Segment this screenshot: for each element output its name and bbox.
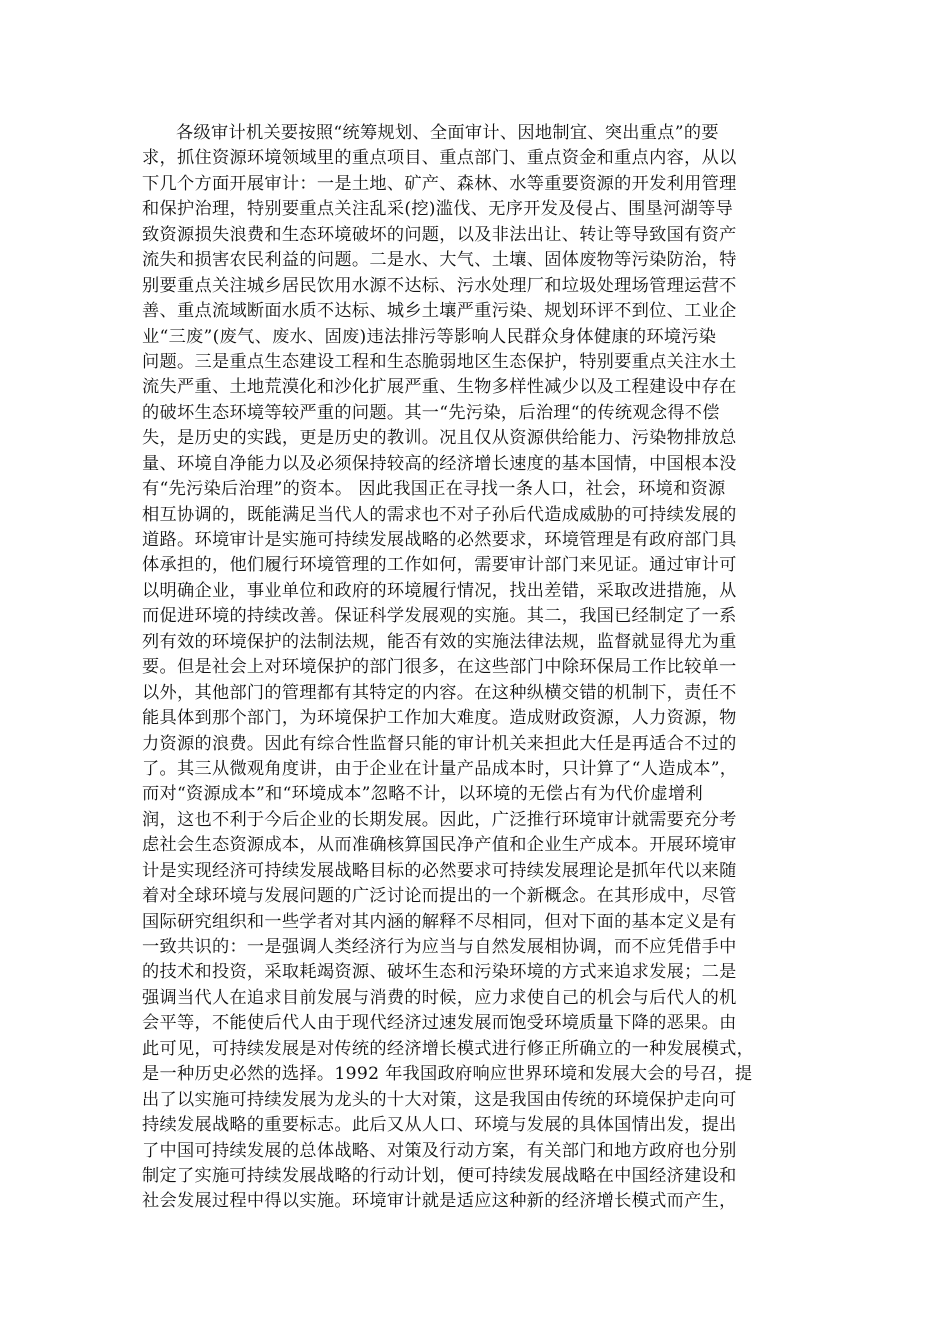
text-line: 强调当代人在追求目前发展与消费的时候，应力求使自己的机会与后代人的机 bbox=[142, 987, 737, 1008]
text-line: 相互协调的，既能满足当代人的需求也不对子孙后代造成威胁的可持续发展的 bbox=[142, 504, 737, 525]
text-line: 一致共识的：一是强调人类经济行为应当与自然发展相协调，而不应凭借手中 bbox=[142, 937, 737, 957]
text-line: 体承担的，他们履行环境管理的工作如何，需要审计部门来见证。通过审计可 bbox=[142, 555, 737, 576]
text-line: 持续发展战略的重要标志。此后又从人口、环境与发展的具体国情出发，提出 bbox=[142, 1115, 737, 1136]
text-line: 是一种历史必然的选择。1992 年我国政府响应世界环境和发展大会的号召，提 bbox=[142, 1064, 753, 1085]
text-line: 社会发展过程中得以实施。环境审计就是适应这种新的经济增长模式而产生， bbox=[142, 1191, 737, 1212]
text-line: 要。但是社会上对环境保护的部门很多，在这些部门中除环保局工作比较单一 bbox=[142, 657, 737, 678]
text-line: 量、环境自净能力以及必须保持较高的经济增长速度的基本国情，中国根本没 bbox=[142, 453, 737, 474]
text-line: 计是实现经济可持续发展战略目标的必然要求可持续发展理论是抓年代以来随 bbox=[142, 860, 737, 881]
text-line: 问题。三是重点生态建设工程和生态脆弱地区生态保护，特别要重点关注水土 bbox=[142, 351, 737, 372]
text-line: 国际研究组织和一些学者对其内涵的解释不尽相同，但对下面的基本定义是有 bbox=[142, 911, 737, 932]
text-line: 着对全球环境与发展问题的广泛讨论而提出的一个新概念。在其形成中，尽管 bbox=[142, 886, 737, 907]
text-line: 业“三废”(废气、废水、固废)违法排污等影响人民群众身体健康的环境污染 bbox=[142, 326, 717, 347]
text-line: 以明确企业，事业单位和政府的环境履行情况，找出差错，采取改进措施，从 bbox=[142, 580, 737, 601]
text-line: 列有效的环境保护的法制法规，能否有效的实施法律法规，监督就显得尤为重 bbox=[142, 631, 737, 652]
text-line: 和保护治理，特别要重点关注乱采(挖)滥伐、无序开发及侵占、围垦河湖等导 bbox=[142, 199, 734, 220]
text-line: 道路。环境审计是实施可持续发展战略的必然要求，环境管理是有政府部门具 bbox=[142, 530, 737, 550]
text-line: 润，这也不利于今后企业的长期发展。因此，广泛推行环境审计就需要充分考 bbox=[142, 809, 737, 830]
text-line: 流失严重、土地荒漠化和沙化扩展严重、生物多样性减少以及工程建设中存在 bbox=[142, 377, 737, 398]
text-line: 制定了实施可持续发展战略的行动计划，便可持续发展战略在中国经济建设和 bbox=[142, 1165, 737, 1186]
text-line: 有“先污染后治理”的资本。 因此我国正在寻找一条人口，社会，环境和资源 bbox=[142, 479, 726, 500]
text-line: 了。其三从微观角度讲，由于企业在计量产品成本时，只计算了“人造成本”， bbox=[142, 758, 738, 779]
text-line: 而促进环境的持续改善。保证科学发展观的实施。其二，我国已经制定了一系 bbox=[142, 606, 737, 627]
text-line: 的破坏生态环境等较严重的问题。其一“先污染，后治理“的传统观念得不偿 bbox=[142, 402, 720, 423]
text-line: 了中国可持续发展的总体战略、对策及行动方案，有关部门和地方政府也分别 bbox=[142, 1140, 737, 1161]
text-line: 此可见，可持续发展是对传统的经济增长模式进行修正所确立的一种发展模式， bbox=[142, 1038, 755, 1059]
text-line: 力资源的浪费。因此有综合性监督只能的审计机关来担此大任是再适合不过的 bbox=[142, 733, 737, 754]
text-line: 别要重点关注城乡居民饮用水源不达标、污水处理厂和垃圾处理场管理运营不 bbox=[142, 275, 737, 296]
text-line: 善、重点流域断面水质不达标、城乡土壤严重污染、规划环评不到位、工业企 bbox=[142, 301, 737, 322]
text-line: 下几个方面开展审计：一是土地、矿产、森林、水等重要资源的开发利用管理 bbox=[142, 173, 737, 194]
text-line: 虑社会生态资源成本，从而准确核算国民净产值和企业生产成本。开展环境审 bbox=[142, 835, 737, 856]
text-line: 流失和损害农民利益的问题。二是水、大气、土壤、固体废物等污染防治，特 bbox=[142, 250, 737, 271]
text-line: 求，抓住资源环境领域里的重点项目、重点部门、重点资金和重点内容，从以 bbox=[142, 148, 737, 169]
body-text bbox=[142, 121, 808, 1215]
text-line: 出了以实施可持续发展为龙头的十大对策，这是我国由传统的环境保护走向可 bbox=[142, 1089, 737, 1110]
text-line: 而对“资源成本”和“环境成本”忽略不计，以环境的无偿占有为代价虚增利 bbox=[142, 784, 703, 805]
text-line: 各级审计机关要按照“统筹规划、全面审计、因地制宜、突出重点”的要 bbox=[176, 123, 719, 143]
text-line: 能具体到那个部门，为环境保护工作加大难度。造成财政资源，人力资源，物 bbox=[142, 708, 737, 729]
text-line: 以外，其他部门的管理都有其特定的内容。在这种纵横交错的机制下，责任不 bbox=[142, 682, 737, 703]
text-line: 会平等，不能使后代人由于现代经济过速发展而饱受环境质量下降的恶果。由 bbox=[142, 1013, 737, 1034]
text-line: 失，是历史的实践，更是历史的教训。况且仅从资源供给能力、污染物排放总 bbox=[142, 428, 737, 449]
text-line: 致资源损失浪费和生态环境破坏的问题，以及非法出让、转让等导致国有资产 bbox=[142, 224, 737, 245]
text-line: 的技术和投资，采取耗竭资源、破坏生态和污染环境的方式来追求发展；二是 bbox=[142, 962, 737, 983]
